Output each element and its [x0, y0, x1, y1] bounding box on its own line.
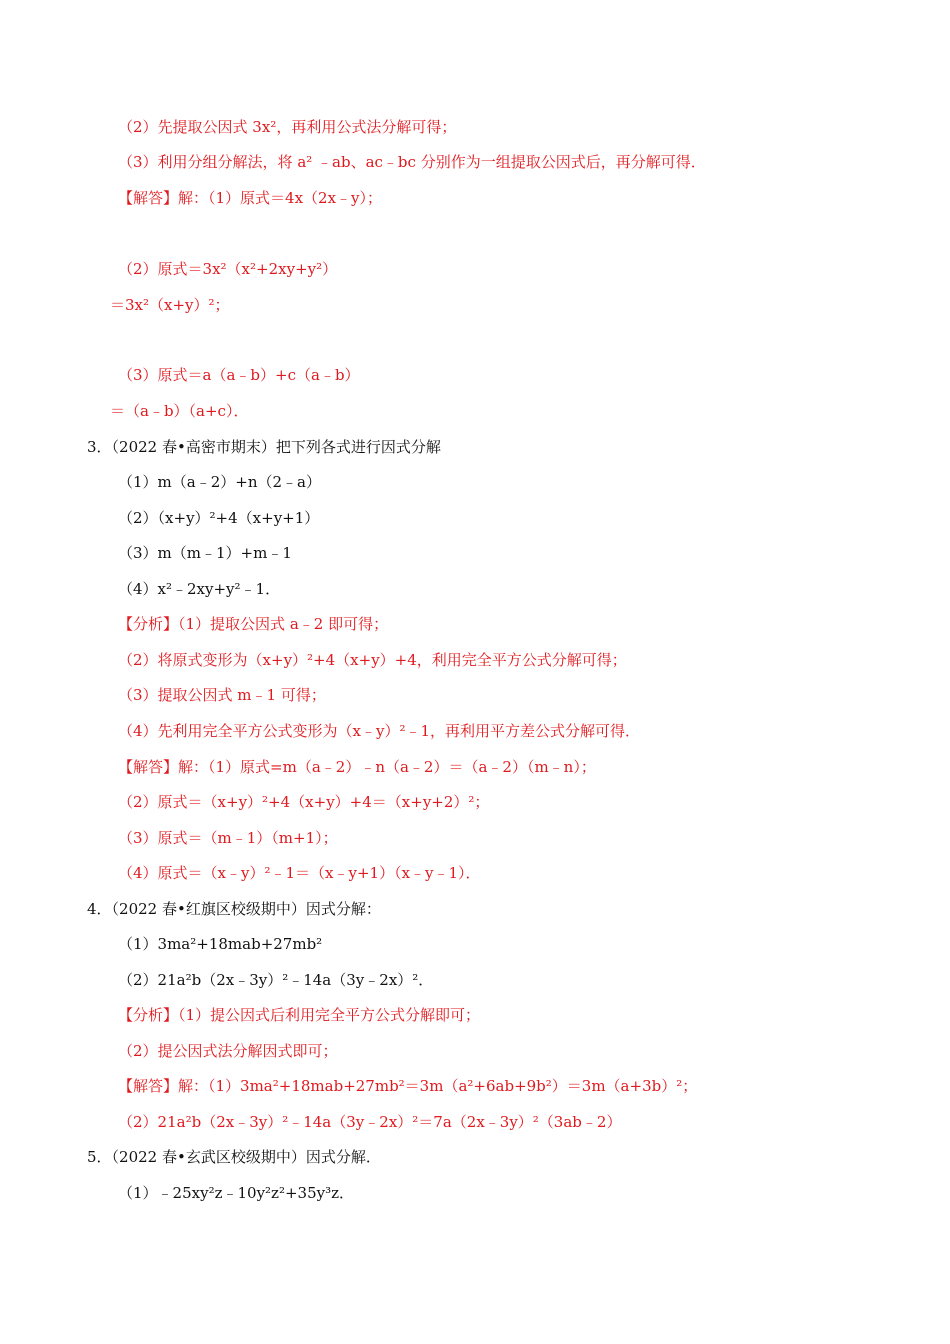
text-line: （2）将原式变形为（x+y）²+4（x+y）+4，利用完全平方公式分解可得； — [118, 651, 627, 669]
text-line: 4．（2022 春•红旗区校级期中）因式分解： — [87, 900, 381, 918]
text-line: （3）原式＝（m﹣1）（m+1）； — [118, 829, 338, 847]
text-line: 【分析】（1）提公因式后利用完全平方公式分解即可； — [118, 1006, 481, 1024]
text-line: 5．（2022 春•玄武区校级期中）因式分解． — [87, 1148, 381, 1166]
text-line: （4）先利用完全平方公式变形为（x﹣y）²﹣1，再利用平方差公式分解可得． — [118, 722, 641, 740]
text-line: 【解答】解：（1）原式=m（a﹣2）﹣n（a﹣2）＝（a﹣2）（m﹣n）； — [118, 758, 596, 776]
text-line: （4）x²﹣2xy+y²﹣1． — [118, 580, 281, 598]
text-line: （2）原式＝3x²（x²+2xy+y²） — [118, 260, 338, 278]
text-line: （2）21a²b（2x﹣3y）²﹣14a（3y﹣2x）²＝7a（2x﹣3y）²（3ab﹣2） — [118, 1113, 622, 1131]
text-line: 3．（2022 春•高密市期末）把下列各式进行因式分解 — [87, 438, 441, 456]
text-line: （3）原式＝a（a﹣b）+c（a﹣b） — [118, 366, 360, 384]
text-line: （1）﹣25xy²z﹣10y²z²+35y³z． — [118, 1184, 355, 1202]
text-line: （2）提公因式法分解因式即可； — [118, 1042, 338, 1060]
text-line: （1）m（a﹣2）+n（2﹣a） — [118, 473, 321, 491]
text-line: （2）21a²b（2x﹣3y）²﹣14a（3y﹣2x）²． — [118, 971, 434, 989]
text-line: （2）先提取公因式 3x²，再利用公式法分解可得； — [118, 118, 457, 136]
text-line: （3）利用分组分解法，将 a² ﹣ab、ac﹣bc 分别作为一组提取公因式后，再分解可得． — [118, 153, 706, 171]
text-line: （4）原式＝（x﹣y）²﹣1＝（x﹣y+1）（x﹣y﹣1）． — [118, 864, 481, 882]
text-line: ＝（a﹣b）（a+c）． — [110, 402, 249, 420]
text-line: 【分析】（1）提取公因式 a﹣2 即可得； — [118, 615, 389, 633]
text-line: （3）m（m﹣1）+m﹣1 — [118, 544, 292, 562]
text-line: （1）3ma²+18mab+27mb² — [118, 935, 323, 953]
text-line: （3）提取公因式 m﹣1 可得； — [118, 686, 326, 704]
text-line: （2）（x+y）²+4（x+y+1） — [118, 509, 320, 527]
text-line: 【解答】解：（1）3ma²+18mab+27mb²＝3m（a²+6ab+9b²）＝3m（a+3b）²； — [118, 1077, 698, 1095]
text-line: ＝3x²（x+y）²； — [110, 296, 230, 314]
text-line: 【解答】解：（1）原式＝4x（2x﹣y）； — [118, 189, 383, 207]
text-line: （2）原式＝（x+y）²+4（x+y）+4＝（x+y+2）²； — [118, 793, 490, 811]
